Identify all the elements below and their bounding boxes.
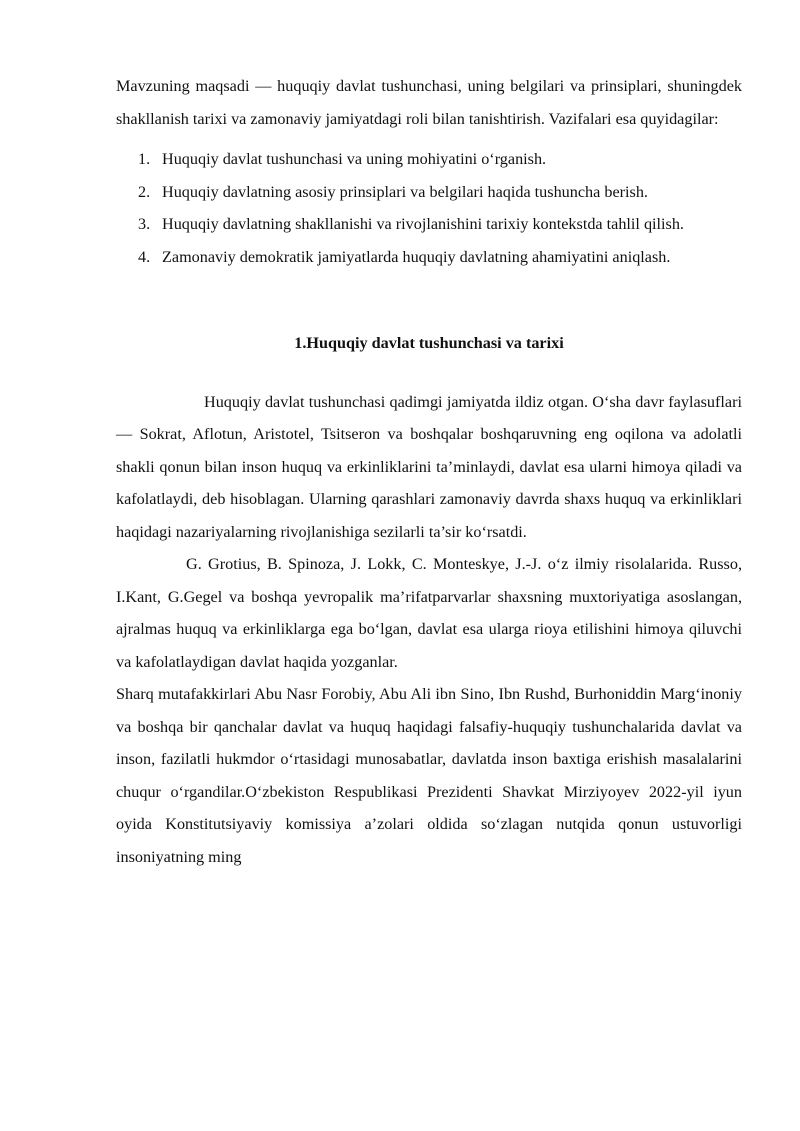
body-paragraph: G. Grotius, B. Spinoza, J. Lokk, C. Monteskye, J.-J. o‘z ilmiy risolalarida. Russo, I.Kant, G.Gegel va boshqa yevropalik ma’rifatparvarlar shaxsning muxtoriyatiga asoslangan, ajralmas huquq va erkinliklarga ega bo‘lgan, davlat esa ularga rioya etilishini himoya qiluvchi va kafolatlaydigan davlat haqida yozganlar. — [116, 555, 742, 671]
section-heading: 1.Huquqiy davlat tushunchasi va tarixi — [294, 334, 564, 352]
list-item-number: 4. — [138, 247, 151, 266]
list-item-text: Huquqiy davlat tushunchasi va uning mohiyatini o‘rganish. — [162, 150, 547, 168]
body-paragraph: Huquqiy davlat tushunchasi qadimgi jamiyatda ildiz otgan. O‘sha davr faylasuflari — Sokrat, Aflotun, Aristotel, Tsitseron va boshqalar boshqaruvning eng oqilona va adolatli shakli qonun bilan inson huquq va erkinliklarini ta’minlaydi, davlat esa ularni himoya qiladi va kafolatlaydi, deb hisoblagan. Ularning qarashlari zamonaviy davrda shaxs huquq va erkinliklari haqidagi nazariyalarning rivojlanishiga sezilarli ta’sir ko‘rsatdi. — [116, 392, 742, 541]
list-item-text: Huquqiy davlatning asosiy prinsiplari va belgilari haqida tushuncha berish. — [162, 182, 648, 201]
list-item — [138, 208, 742, 241]
list-item-number: 2. — [138, 182, 151, 201]
list-item-number: 1. — [138, 150, 151, 168]
list-item — [138, 241, 742, 274]
list-item-text: Zamonaviy demokratik jamiyatlarda huquqiy davlatning ahamiyatini aniqlash. — [162, 247, 671, 266]
list-item — [138, 143, 742, 176]
list-item-text: Huquqiy davlatning shakllanishi va rivojlanishini tarixiy kontekstda tahlil qilish. — [162, 215, 684, 233]
intro-paragraph: Mavzuning maqsadi — huquqiy davlat tushunchasi, uning belgilari va prinsiplari, shuningdek shakllanish tarixi va zamonaviy jamiyatdagi roli bilan tanishtirish. Vazifalari esa quyidagilar: — [116, 77, 742, 128]
list-item-number: 3. — [138, 215, 151, 233]
tasks-list — [116, 143, 742, 273]
list-item — [138, 176, 742, 209]
body-paragraph: Sharq mutafakkirlari Abu Nasr Forobiy, Abu Ali ibn Sino, Ibn Rushd, Burhoniddin Marg‘inoniy va boshqa bir qanchalar davlat va huquq haqidagi falsafiy-huquqiy tushunchalarida davlat va inson, fazilatli hukmdor o‘rtasidagi munosabatlar, davlatda inson baxtiga erishish masalalarini chuqur o‘rgandilar.O‘zbekiston Respublikasi Prezidenti Shavkat Mirziyoyev 2022-yil iyun oyida Konstitutsiyaviy komissiya a’zolari oldida so‘zlagan nutqida qonun ustuvorligi insoniyatning ming — [116, 685, 742, 866]
